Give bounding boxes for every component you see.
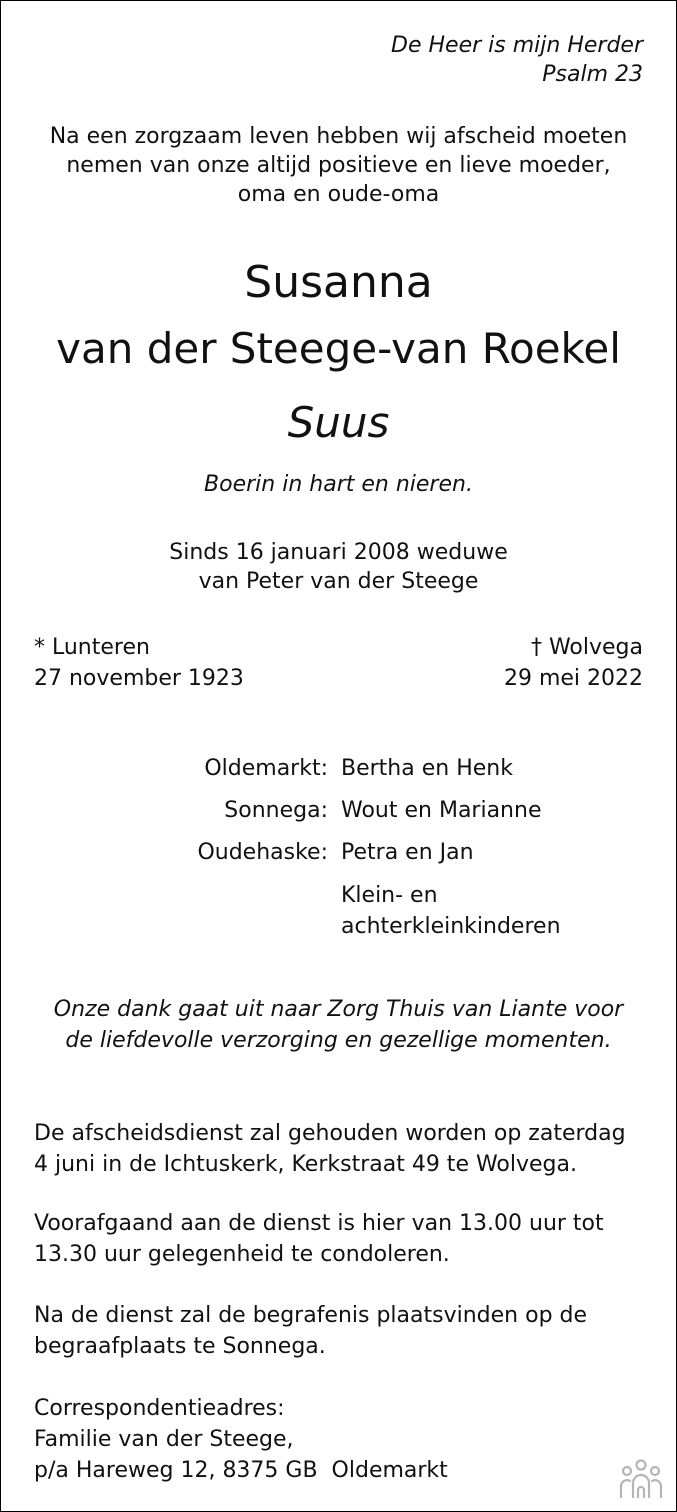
intro-line: oma en oude-oma [237,182,440,207]
deceased-full-name: van der Steege-van Roekel [56,324,621,373]
intro-line: nemen van onze altijd positieve en lieve moeder, [66,153,611,178]
service-line: 4 juni in de Ichtuskerk, Kerkstraat 49 te Wolvega. [34,1152,577,1177]
widow-note [1,538,676,596]
family-names: Wout en Marianne [341,798,542,823]
family-place: Oudehaske: [197,840,328,865]
birth-date: 27 november 1923 [34,666,244,691]
intro-text [1,122,676,209]
service-line: De afscheidsdienst zal gehouden worden op zaterdag [34,1121,626,1146]
burial-line: begraafplaats te Sonnega. [34,1334,326,1359]
death-info [504,632,643,694]
thanks-line: Onze dank gaat uit naar Zorg Thuis van Liante voor [53,997,624,1022]
burial-info [34,1300,587,1362]
deceased-nickname: Suus [287,398,390,447]
verse-line: De Heer is mijn Herder [391,33,643,58]
death-date: 29 mei 2022 [503,666,643,691]
condolence-line: Voorafgaand aan de dienst is hier van 13.00 uur tot [34,1211,604,1236]
verse-reference: Psalm 23 [542,62,643,87]
deceased-tagline: Boerin in hart en nieren. [204,472,473,497]
family-place: Sonnega: [224,798,328,823]
condolence-line: 13.30 uur gelegenheid te condoleren. [34,1242,450,1267]
birth-place: * Lunteren [34,635,150,660]
family-names: Bertha en Henk [341,756,513,781]
thanks-note [1,994,676,1056]
intro-line: Na een zorgzaam leven hebben wij afscheid moeten [49,124,628,149]
service-info [34,1118,626,1180]
grandchildren-line: Klein- en [341,883,438,908]
grandchildren-line: achterkleinkinderen [341,914,561,939]
widow-line: Sinds 16 januari 2008 weduwe [169,540,508,565]
thanks-line: de liefdevolle verzorging en gezellige momenten. [65,1028,612,1053]
address-line: Correspondentieadres: [34,1396,285,1421]
condolence-info [34,1208,604,1270]
burial-line: Na de dienst zal de begrafenis plaatsvinden op de [34,1303,588,1328]
deceased-first-name: Susanna [244,257,433,308]
address-line: p/a Hareweg 12, 8375 GB Oldemarkt [34,1458,448,1483]
death-place: † Wolvega [530,635,643,660]
family-place: Oldemarkt: [204,756,328,781]
people-group-icon [618,1457,664,1501]
bible-verse [391,31,643,89]
address-line: Familie van der Steege, [34,1427,294,1452]
correspondence-address [34,1393,448,1486]
widow-line: van Peter van der Steege [198,569,479,594]
grandchildren-row [1,881,676,943]
family-names: Petra en Jan [341,840,474,865]
birth-info [34,632,244,694]
grandchildren-names [341,881,561,941]
